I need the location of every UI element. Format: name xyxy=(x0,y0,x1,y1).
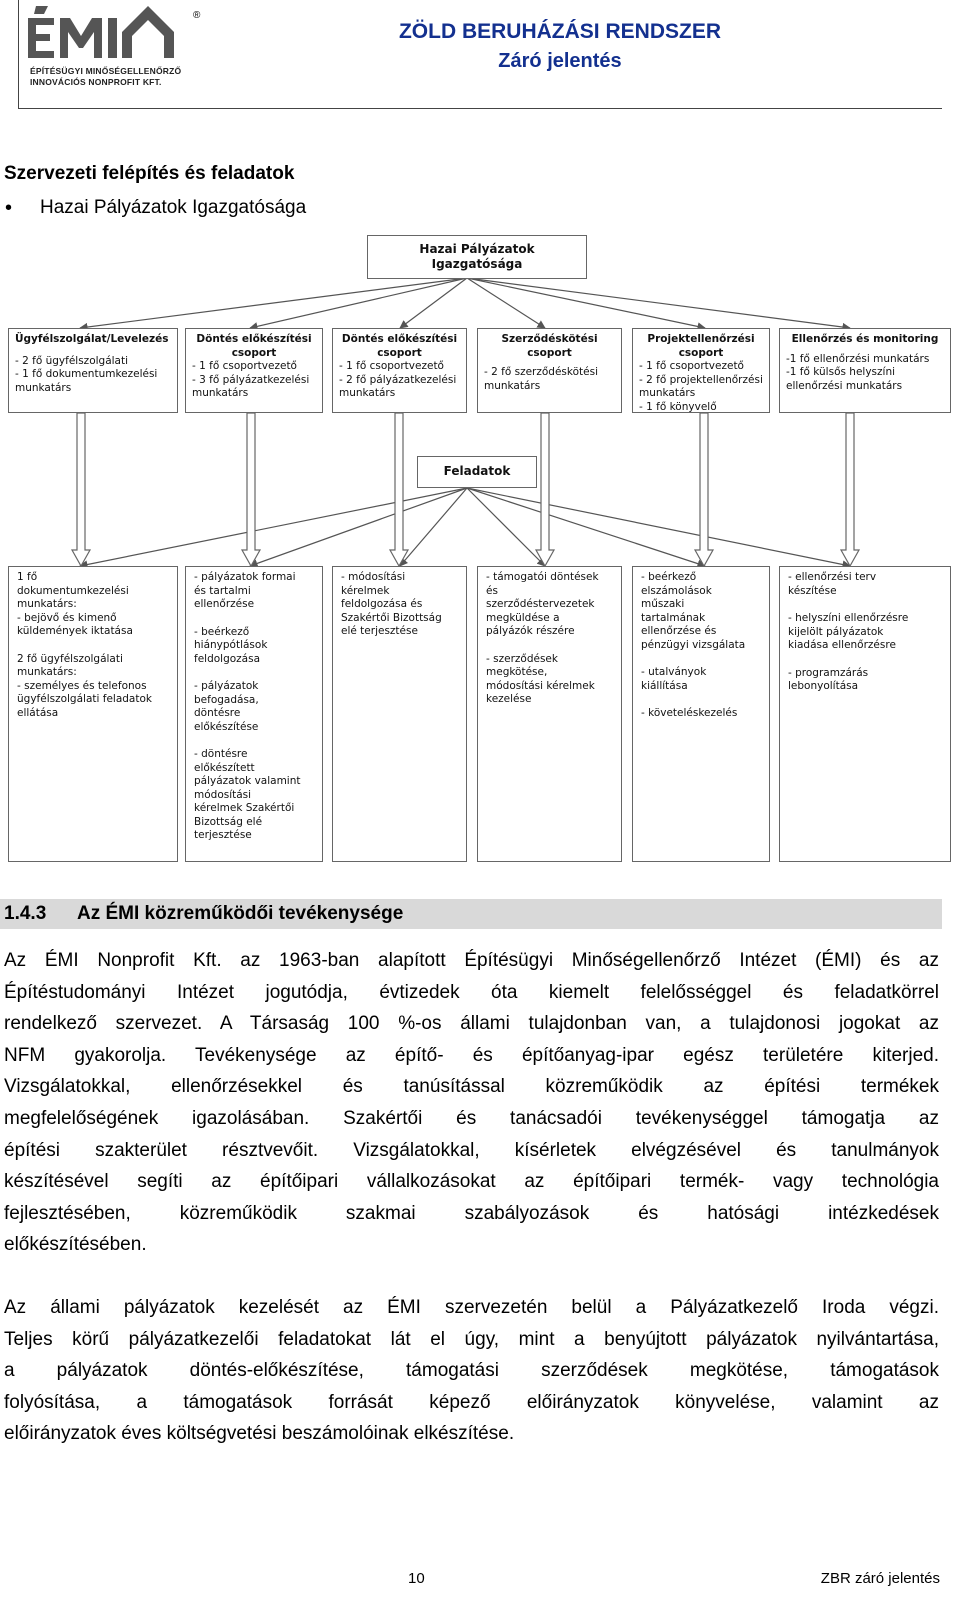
section-bullet: Hazai Pályázatok Igazgatósága xyxy=(40,197,307,218)
org-group-member: - 2 fő pályázatkezelési xyxy=(339,373,457,386)
task-item: - ellenőrzési terv készítése xyxy=(788,571,877,597)
task-box xyxy=(185,566,323,862)
org-group-member: munkatárs xyxy=(192,387,249,399)
header-rule-horizontal xyxy=(18,108,942,109)
task-item: - módosítási kérelmek feldolgozása és Szakértői Bizottság elé terjesztése xyxy=(341,571,442,637)
org-group-member: - 1 fő csoportvezető xyxy=(639,360,744,372)
paragraph-line: megfelelőségének igazolásában. Szakértői és tanácsadói tevékenységgel támogatja az xyxy=(4,1107,939,1129)
paragraph-line: építési szakterület résztvevőit. Vizsgálatokkal, kísérletek elvégzésével és tanulmányok xyxy=(4,1139,939,1161)
task-item: - programzárás lebonyolítása xyxy=(788,666,869,692)
subsection-number: 1.4.3 xyxy=(4,903,47,924)
paragraph-line: Építéstudományi Intézet jogutódja, évtizedek óta kiemelt felelősséggel és feladatkörrel xyxy=(4,981,939,1003)
org-group-member: -1 fő ellenőrzési munkatárs xyxy=(786,352,930,365)
org-group-member: - 3 fő pályázatkezelési xyxy=(192,373,310,386)
org-group-member: - 2 fő projektellenőrzési xyxy=(639,373,763,386)
paragraph-line: rendelkező szervezet. A Társaság 100 %-os állami tulajdonban van, a tulajdonosi jogokat az xyxy=(4,1013,939,1035)
footer-doc-name: ZBR záró jelentés xyxy=(820,1570,940,1587)
task-box xyxy=(477,566,622,862)
org-group-box xyxy=(185,328,323,413)
logo-text-line-1: ÉPÍTÉSÜGYI MINŐSÉGELLENŐRZŐ xyxy=(30,66,182,76)
header-title: ZÖLD BERUHÁZÁSI RENDSZER xyxy=(398,20,721,43)
paragraph-line: Az állami pályázatok kezelését az ÉMI szervezetén belül a Pályázatkezelő Iroda végzi. xyxy=(4,1297,939,1318)
paragraph-line: Teljes körű pályázatkezelői feladatokat lát el úgy, mint a benyújtott pályázatok nyilvántartása, xyxy=(4,1328,939,1350)
logo-text-line-2: INNOVÁCIÓS NONPROFIT KFT. xyxy=(30,77,162,87)
org-group-member: - 1 fő csoportvezető xyxy=(192,360,297,372)
paragraph-line: fejlesztésében, közreműködik szakmai szabályozások és hatósági intézkedések xyxy=(4,1202,939,1224)
paragraph-line: a pályázatok döntés-előkészítése, támogatási szerződések megkötése, támogatások xyxy=(4,1360,939,1382)
subsection-title: Az ÉMI közreműködői tevékenysége xyxy=(77,903,404,924)
section-title: Szervezeti felépítés és feladatok xyxy=(4,163,295,184)
task-item: - támogatói döntések és szerződéstervezetek megküldése a pályázók részére xyxy=(486,571,599,637)
org-group-member: - 2 fő szerződéskötési xyxy=(484,366,598,378)
task-item: - beérkező elszámolások műszaki tartalmának ellenőrzése és pénzügyi vizsgálata xyxy=(641,571,746,651)
org-group-box xyxy=(477,328,622,413)
org-group-name: Ellenőrzés és monitoring xyxy=(791,333,939,345)
org-group-member: munkatárs xyxy=(639,387,696,399)
org-group-member: munkatárs xyxy=(339,387,396,399)
paragraph-line: Vizsgálatokkal, ellenőrzésekkel és tanúsítással közreműködik az építési termékek xyxy=(4,1076,939,1098)
emi-logo-mark-icon xyxy=(26,2,176,60)
org-group-member: - 1 fő dokumentumkezelési xyxy=(15,368,158,380)
paragraph-line: előirányzatok éves költségvetési beszámolóinak elkészítése. xyxy=(4,1423,515,1445)
org-group-box xyxy=(632,328,770,413)
org-group-name: Szerződéskötési csoport xyxy=(501,333,598,359)
task-item: - döntésre előkészített pályázatok valamint módosítási kérelmek Szakértői Bizottság elé terjesztése xyxy=(194,748,301,841)
header-rule-vertical xyxy=(18,0,19,108)
org-group-box xyxy=(8,328,178,413)
registered-mark: ® xyxy=(193,10,201,21)
emi-logo xyxy=(26,2,201,87)
paragraph-line: NFM gyakorolja. Tevékenysége az építő- és építőanyag-ipar egész területére kiterjed. xyxy=(4,1044,939,1066)
paragraph-1 xyxy=(4,945,939,1261)
org-group-box xyxy=(332,328,467,413)
task-item: - helyszíni ellenőrzésre kijelölt pályázatok kiadása ellenőrzésre xyxy=(788,612,909,651)
org-top-box: Hazai Pályázatok Igazgatósága xyxy=(367,235,587,279)
tasks-box: Feladatok xyxy=(417,456,537,488)
org-group-member: -1 fő külsős helyszíni xyxy=(786,366,896,378)
task-item: - pályázatok befogadása, döntésre előkészítése xyxy=(194,680,259,733)
task-box xyxy=(332,566,467,862)
org-group-name: Ügyfélszolgálat/Levelezés xyxy=(15,333,169,345)
org-chart xyxy=(0,230,960,870)
org-group-box xyxy=(779,328,951,413)
paragraph-line: folyósítása, a támogatások forrását képező előirányzatok könyvelése, valamint az xyxy=(4,1391,939,1413)
task-item: 1 fő dokumentumkezelési munkatárs: - bejövő és kimenő küldemények iktatása xyxy=(17,571,133,637)
task-item: - követeléskezelés xyxy=(641,707,738,719)
org-group-member: munkatárs xyxy=(484,379,541,392)
bullet-icon: • xyxy=(5,197,13,219)
org-group-member: - 1 fő csoportvezető xyxy=(339,360,444,372)
paragraph-2 xyxy=(4,1292,939,1450)
page-number: 10 xyxy=(408,1570,425,1587)
task-box xyxy=(632,566,770,862)
top-connector-lines xyxy=(80,278,850,328)
org-group-member: ellenőrzési munkatárs xyxy=(786,379,903,392)
header-subtitle: Záró jelentés xyxy=(498,50,622,72)
task-item: - beérkező hiánypótlások feldolgozása xyxy=(194,625,268,665)
task-connector-lines xyxy=(80,488,850,566)
org-group-member: munkatárs xyxy=(15,381,72,394)
paragraph-line: készítésével segíti az építőipari vállalkozásokat az építőipari termék- vagy technológia xyxy=(4,1171,939,1193)
org-group-member: - 2 fő ügyfélszolgálati xyxy=(15,354,129,367)
task-box xyxy=(779,566,951,862)
org-group-name: Döntés előkészítési csoport xyxy=(196,333,312,359)
task-item: 2 fő ügyfélszolgálati munkatárs: - személyes és telefonos ügyfélszolgálati feladatok ellátása xyxy=(17,652,152,719)
task-box xyxy=(8,566,178,862)
paragraph-line: előkészítésében. xyxy=(4,1234,147,1256)
org-group-member: - 1 fő könyvelő xyxy=(639,400,717,413)
task-item: - utalványok kiállítása xyxy=(641,666,707,692)
task-item: - szerződések megkötése, módosítási kérelmek kezelése xyxy=(486,652,595,705)
task-item: - pályázatok formai és tartalmi ellenőrzése xyxy=(194,571,296,610)
org-group-name: Döntés előkészítési csoport xyxy=(341,333,458,359)
paragraph-line: Az ÉMI Nonprofit Kft. az 1963-ban alapított Építésügyi Minőségellenőrző Intézet (ÉMI) és az xyxy=(4,950,939,971)
org-group-name: Projektellenőrzési csoport xyxy=(647,333,755,359)
